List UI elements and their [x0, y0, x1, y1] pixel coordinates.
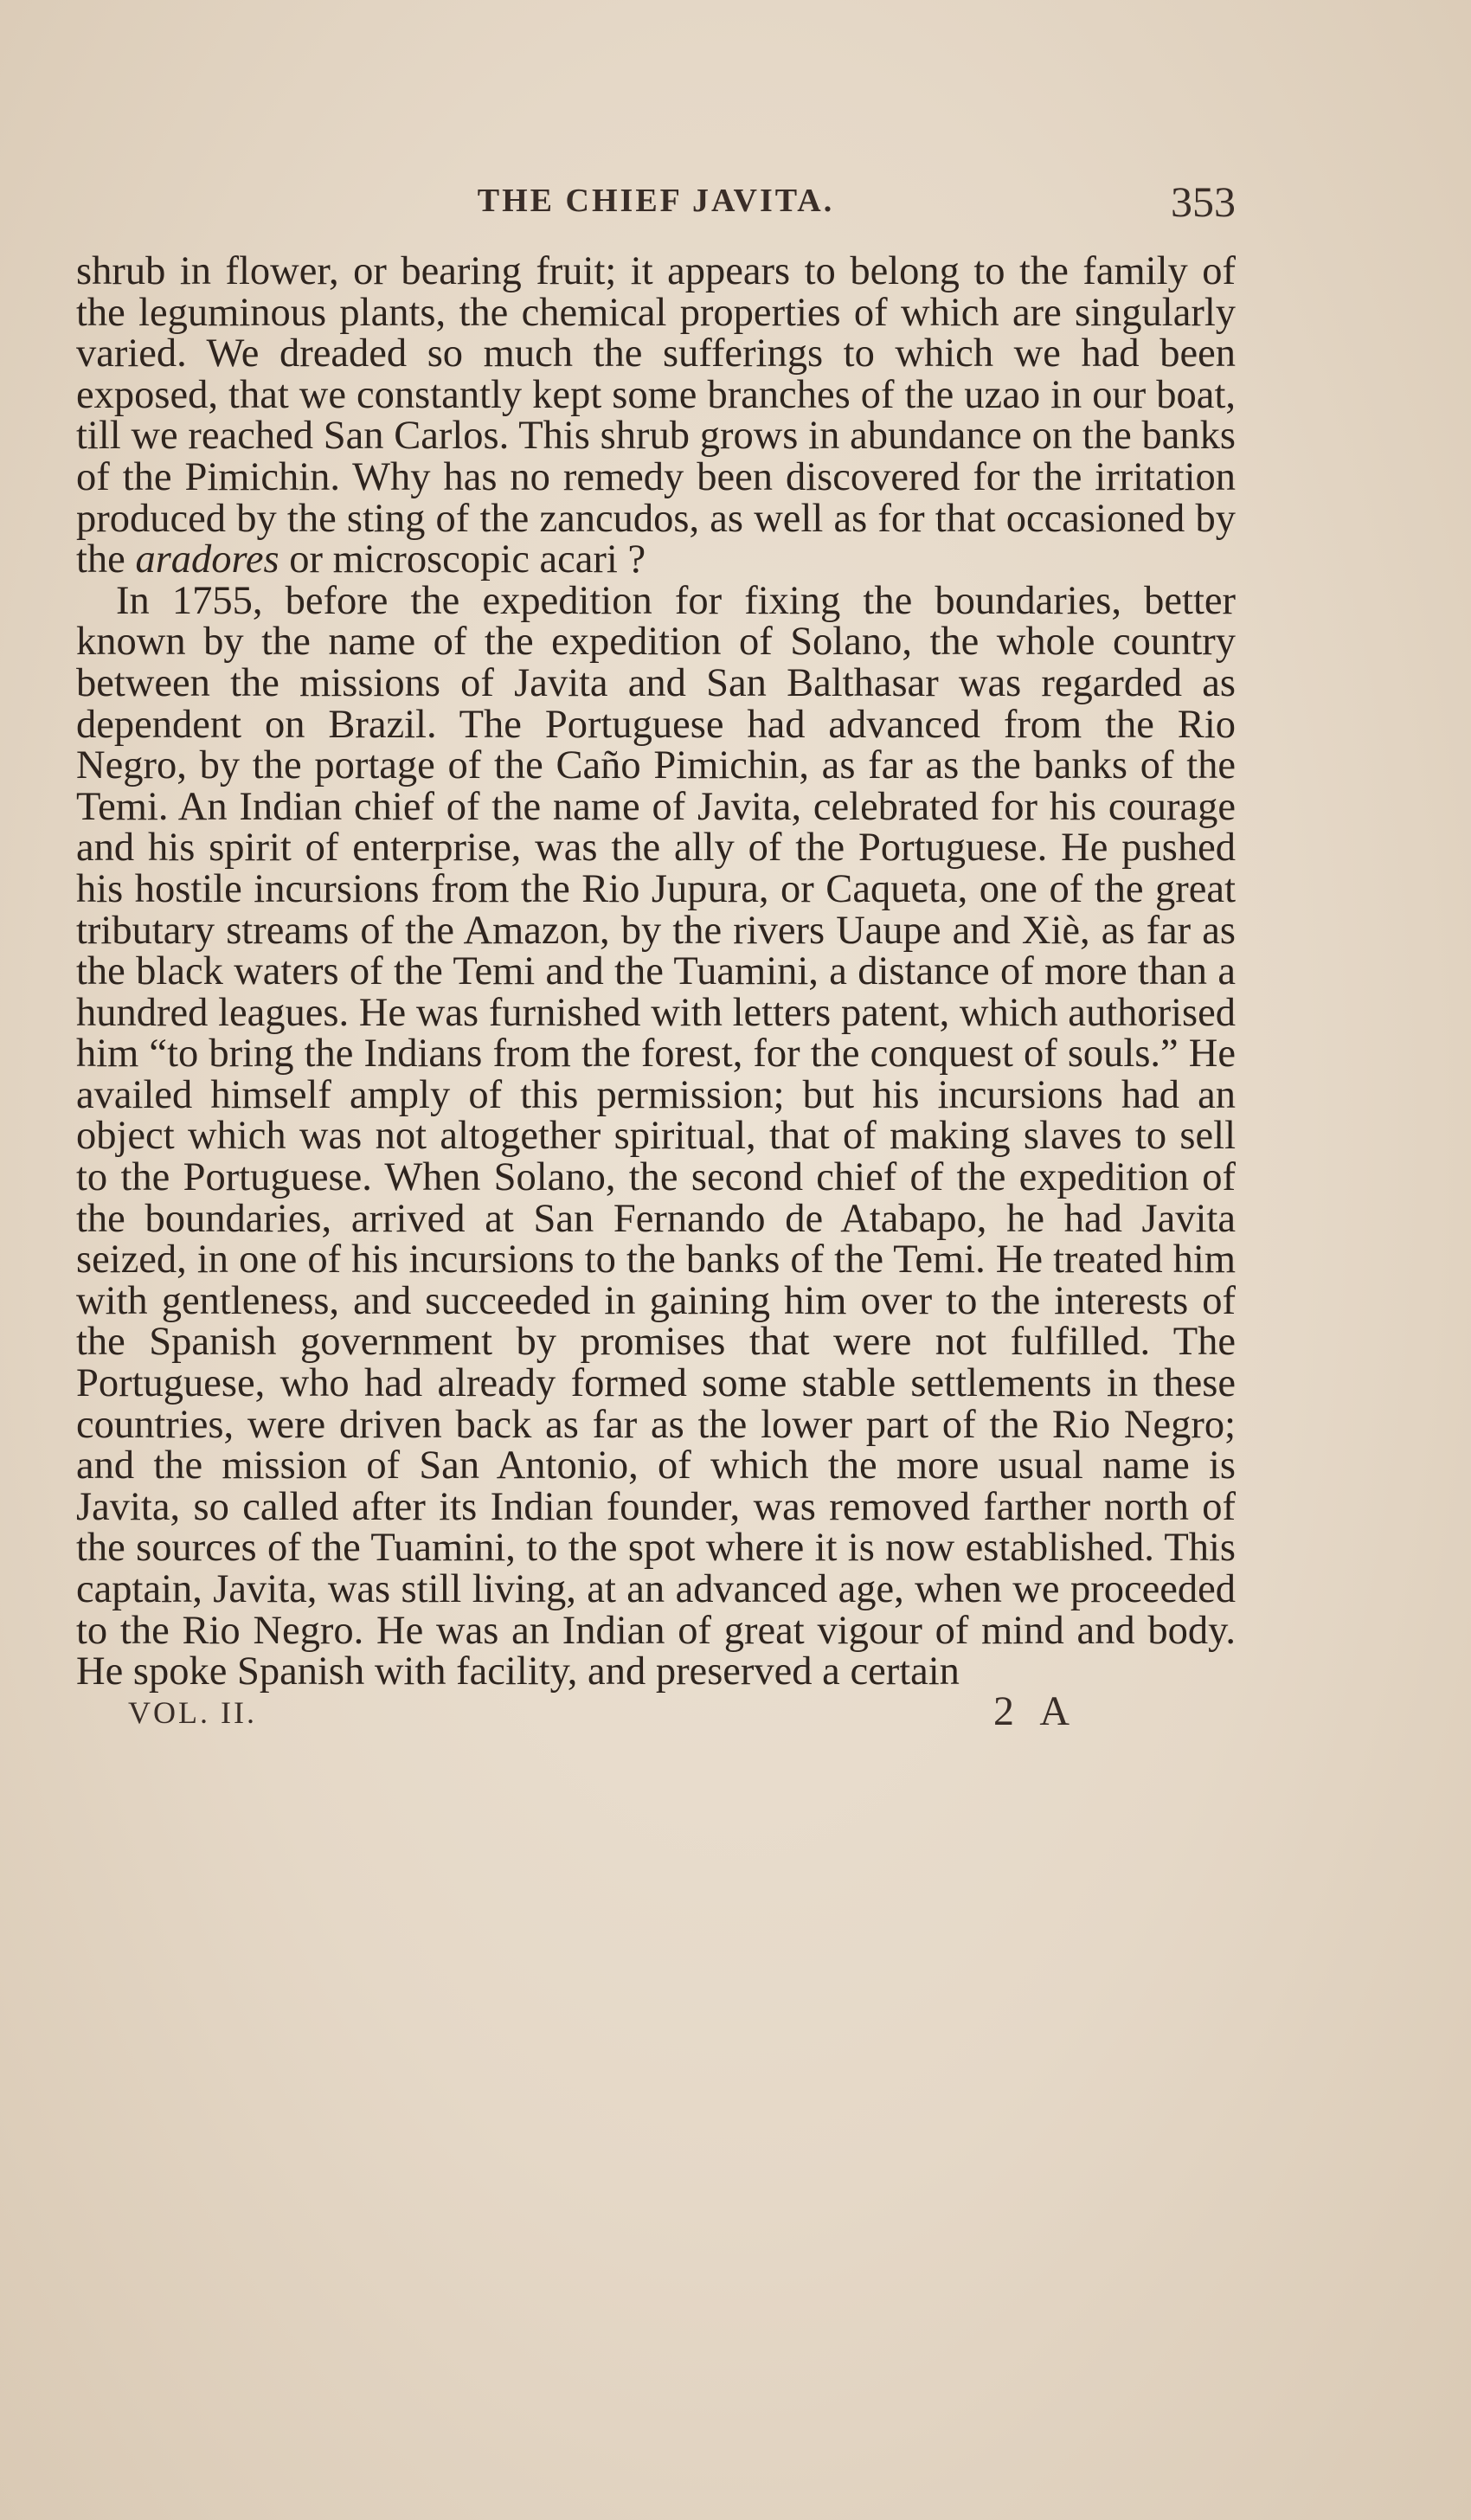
paragraph-2: In 1755, before the expedition for fixing the boundaries, better known by the name of the expedition of Solano, the whole country between the missions of Javita and San Balthasar was regarded as dependent on Brazil. The Portuguese had advanced from the Rio Negro, by the portage of the Caño Pimichin, as far as the banks of the Temi. An Indian chief of the name of Javita, celebrated for his courage and his spirit of enterprise, was the ally of the Portuguese. He pushed his hostile incursions from the Rio Jupura, or Caqueta, one of the great tributary streams of the Amazon, by the rivers Uaupe and Xiè, as far as the black waters of the Temi and the Tuamini, a distance of more than a hundred leagues. He was furnished with letters patent, which authorised him “to bring the Indians from the forest, for the conquest of souls.” He availed himself amply of this permission; but his incursions had an object which was not altogether spiritual, that of making slaves to sell to the Portuguese. When Solano, the second chief of the expedition of the boundaries, arrived at San Fernando de Atabapo, he had Javita seized, in one of his incursions to the banks of the Temi. He treated him with gentleness, and succeeded in gaining him over to the interests of the Spanish government by promises that were not fulfilled. The Portuguese, who had already formed some stable settlements in these countries, were driven back as far as the lower part of the Rio Negro; and the mission of San Antonio, of which the more usual name is Javita, so called after its Indian founder, was removed farther north of the sources of the Tuamini, to the spot where it is now established. This captain, Javita, was still living, at an advanced age, when we proceeded to the Rio Negro. He was an Indian of great vigour of mind and body. He spoke Spanish with facility, and preserved a certain — [76, 578, 1236, 1694]
running-head — [76, 177, 1236, 251]
page-number: 353 — [1171, 177, 1236, 226]
paragraph-1-text: shrub in flower, or bearing fruit; it appears to belong to the family of the leguminous plants, the chemical properties of which are singularly varied. We dreaded so much the sufferings to which we had been exposed, that we constantly kept some branches of the uzao in our boat, till we reached San Carlos. This shrub grows in abundance on the banks of the Pimichin. Why has no remedy been discovered for the irritation produced by the sting of the zancudos, as well as for that occasioned by the — [76, 249, 1236, 582]
body-text — [76, 251, 1236, 1693]
signature-mark: 2 A — [993, 1688, 1079, 1734]
paragraph-1-italic-term: aradores — [135, 537, 279, 582]
page-content — [76, 177, 1236, 1746]
page-foot — [76, 1688, 1236, 1746]
volume-label: VOL. II. — [128, 1694, 257, 1730]
running-title: THE CHIEF JAVITA. — [477, 183, 835, 219]
paragraph-1-text-end: or microscopic acari ? — [279, 537, 646, 582]
paragraph-continued — [76, 251, 1236, 581]
